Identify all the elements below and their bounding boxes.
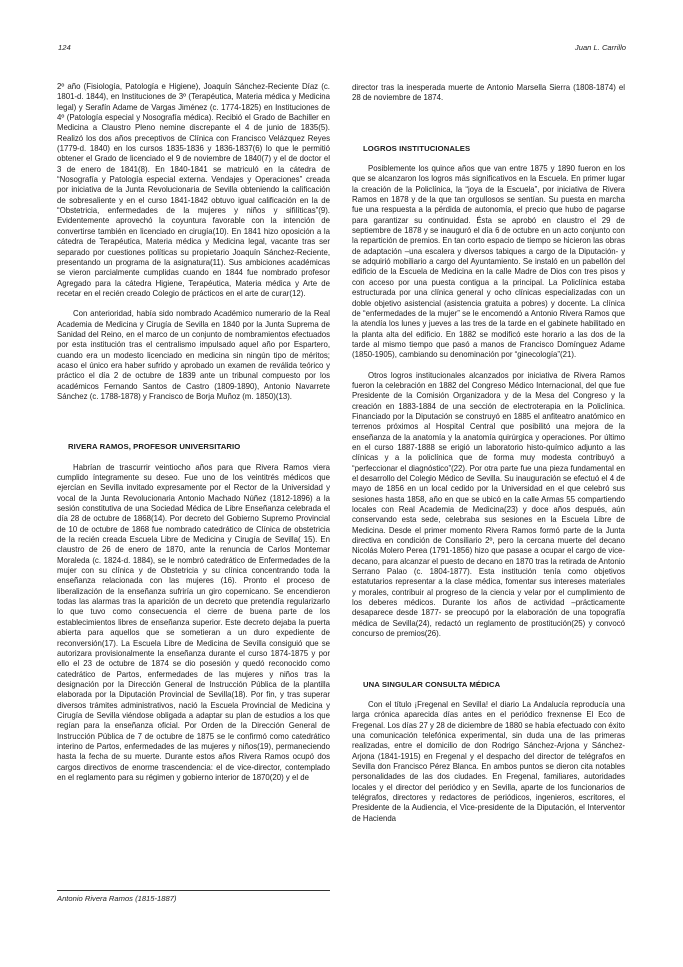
section-title-profesor: RIVERA RAMOS, PROFESOR UNIVERSITARIO xyxy=(68,442,241,452)
left-column xyxy=(57,82,330,783)
figure-caption: Antonio Rivera Ramos (1815-1887) xyxy=(57,894,177,903)
caption-divider xyxy=(57,890,330,891)
paragraph: Con el título ¡Fregenal en Sevilla! el diario La Andalucía reproducía una larga crónica aparecida días antes en el periódico frexnense El Eco de Fregenal. Los días 27 y 28 de diciembre de 1880 se había efectuado con éxito una comunicación telefónica experimental, sin duda una de las primeras realizadas, entre el domicilio de don Rodrigo Sánchez-Arjona y Sánchez-Arjona (1841-1915) en Fregenal y el despacho del director de telégrafos en Sevilla don Francisco Pérez Blanca. En ambos puntos se dieron cita notables personalidades de las dos ciudades. En Fregenal, familiares, autoridades locales y el director del periódico y en Sevilla, aparte de los funcionarios de telégrafos, directores y redactores de periódicos, ingenieros, escritores, el Presidente de la Audiencia, el Vice-presidente de la Diputación, el Interventor de Hacienda xyxy=(352,699,625,823)
paragraph: 2º año (Fisiología, Patología e Higiene), Joaquín Sánchez-Reciente Díaz (c. 1801-d. 1844), en Instituciones de 3º (Terapéutica, Materia médica y Medicina legal) y Serafín Adame de Vargas Jiménez (c. 1774-1825) en Instituciones de 4º (Patología especial y Nosografía médica). Recibió el Grado de Bachiller en Medicina a Claustro Pleno nemine discrepante el 4 de junio de 1835(5). Realizó los dos años preceptivos de Clínica con Francisco Velázquez Reyes (1779-d. 1840) en los cursos 1835-1836 y 1836-1837(6) lo que le permitió obtener el Grado de licenciado el 9 de noviembre de 1840(7) y el de doctor el 3 de enero de 1841(8). En 1840-1841 se matriculó en la cátedra de “Nosografía y Patología especial externa. Vendajes y Operaciones” creada por iniciativa de la Junta Revolucionaria de Sevilla obteniendo la calificación de sobresaliente y en el curso 1841-1842 obtuvo igual calificación en la de “Obstetricia, enfermedades de la mujeres y niños y sifilíticas”(9). Evidentemente aprovechó la coyuntura favorable con la intención de convertirse también en licenciado en cirugía(10). En 1841 hizo oposición a la cátedra de Terapéutica, Materia médica y Medicina legal, vacante tras ser separado por cuestiones políticas su propietario Joaquín Sánchez-Reciente, presentando un programa de la asignatura(11). Sus ambiciones académicas se vieron parcialmente cumplidas cuando en 1844 fue nombrado profesor Agregado para la cátedra Higiene, Terapéutica, Materia médica y Arte de recetar en el recién creado Colegio de prácticos en el arte de curar(12). xyxy=(57,82,330,298)
paragraph: Otros logros institucionales alcanzados por iniciativa de Rivera Ramos fueron la celebración en 1882 del Congreso Médico Internacional, del que fue Presidente de la Comisión Organizadora y de la Mesa del Congreso y la creación en 1883-1884 de una sección de electroterapia en la Policlínica. Financiado por la Diputación se construyó en 1885 el anfiteatro anatómico en terrenos próximos al Hospital Central que posibilitó una mejora de la enseñanza de la anatomía y la anatomía quirúrgica y operaciones. Por último en el curso 1887-1888 se erigió un laboratorio histo-químico adjunto a las clínicas y a la policlínica que de forma muy modesta contribuyó a “perfeccionar el diagnóstico”(22). Por otra parte fue una pieza fundamental en el desarrollo del Colegio Médico de Sevilla. Su inauguración se efectuó el 4 de mayo de 1856 en un local cedido por la Universidad en el que celebró sus sesiones hasta 1858, año en que se ubicó en la calle Armas 55 compartiendo locales con Real Academia de Medicina(23) y doce años después, aún conservando esta sede, celebraba sus sesiones en la Escuela Libre de Medicina. Desde el primer momento Rivera Ramos formó parte de la Junta directiva en condición de Consiliario 2º, pero la cercana muerte del decano Nicolás Molero Perea (1791-1856) hizo que pasase a ocupar el cargo de vice-decano, para alcanzar el puesto de decano en 1870 tras la retirada de Antonio Serrano Palao (c. 1804-1877). Esta institución tenía como objetivos estatutarios representar a la clase médica, fomentar sus intereses materiales y morales, contribuir al progreso de la ciencia y velar por el cumplimiento de los deberes médicos. Durante los años de actividad –prácticamente desaparece desde 1877- se preocupó por la elaboración de una topografía médica de Sevilla(24), redactó un reglamento de prostitución(25) y convocó concurso de premios(26). xyxy=(352,370,625,639)
running-header xyxy=(58,43,626,55)
paragraph: Habrían de trascurrir veintiocho años para que Rivera Ramos viera cumplido íntegramente su deseo. Fue uno de los veintitrés médicos que ejercían en Sevilla invitado expresamente por el Rector de la Universidad y vocal de la Junta Revolucionaria Antonio Machado Núñez (1812-1896) a la sesión constitutiva de una Sociedad Médica de Libre Enseñanza celebrada el día 28 de octubre de 1868(14). Por decreto del Gobierno Supremo Provincial de 10 de octubre de 1868 fue nombrado catedrático de Clínica de obstetricia de la recién creada Escuela Libre de Medicina y Cirugía de Sevilla( 15). En claustro de 26 de enero de 1870, ante la renuncia de Carlos Montemar Moraleda (c. 1824-d. 1884), se le nombró catedrático de Enfermedades de la mujer con su clínica y de Obstetricia y su clínica concentrando toda la enseñanza relacionada con las mujeres (16). Pronto el proceso de liberalización de la enseñanza sufriría un giro copernicano. Se encendieron todas las alarmas tras la aparición de un decreto que pretendía regularizarlo lo que tuvo como consecuencia el cierre de buena parte de los establecimientos libres de enseñanza superior. Este decreto dejaba la puerta abierta para aquellos que se sometieran a un duro expediente de reconversión(17). La Escuela Libre de Medicina de Sevilla consiguió que se autorizara provisionalmente la enseñanza durante el curso 1874-1875 y por ello el 23 de octubre de 1874 se dio posesión y quedó reconocido como catedrático de Partos, enfermedades de las mujeres y niños tras la designación por la Dirección General de Instrucción Pública de la plantilla elaborada por la Diputación Provincial de Sevilla(18). Por fin, y tras superar diversos trámites administrativos, nació la Escuela Provincial de Medicina y Cirugía de Sevilla viéndose obligada a adaptar su plan de estudios a los que regían para la enseñanza oficial. Por Orden de la Dirección General de Instrucción Pública de 7 de octubre de 1875 se le confirmó como catedrático interino de Partos, enfermedades de las mujeres y niños(19), permaneciendo hasta la fecha de su muerte. Durante estos años Rivera Ramos ocupó dos cargos directivos de enorme trascendencia: el de vice-director, contemplado en el reglamento para su régimen y gobierno interior de 1870(20) y el de xyxy=(57,462,330,782)
running-author: Juan L. Carrillo xyxy=(574,43,626,52)
paragraph: Con anterioridad, había sido nombrado Académico numerario de la Real Academia de Medicina y Cirugía de Sevilla en 1840 por la Junta Suprema de Sanidad del Reino, en el marco de un conjunto de nombramientos efectuados por esta institución tras el centralismo impulsado aquel año por Espartero, cuando era un modesto licenciado en medicina sin ningún tipo de méritos; acaso el único era haber sufrido y aprobado un examen de reválida teórico y práctico el día 2 de octubre de 1839 ante un tribunal compuesto por los académicos Fernando Santos de Castro (1809-1890), Antonio Navarrete Sánchez (c. 1788-1878) y Francisco de Borja Muñoz (m. 1850)(13). xyxy=(57,309,330,401)
section-title-consulta: UNA SINGULAR CONSULTA MÉDICA xyxy=(363,679,501,689)
page-number: 124 xyxy=(58,43,71,52)
paragraph: Posiblemente los quince años que van entre 1875 y 1890 fueron en los que se alcanzaron los logros más significativos en la Escuela. En primer lugar la creación de la Policlínica, la “joya de la Escuela”, por iniciativa de Rivera Ramos en 1878 y de la que tan orgullosos se sentían. Su puesta en marcha fue una respuesta a la pérdida de autonomía, el precio que hubo de pagarse para garantizar su continuidad. Ésta se aprobó en claustro el 29 de septiembre de 1878 y se inauguró el día 6 de octubre en un acto conjunto con la repartición de premios. En tan corto espacio de tiempo se hicieron las obras de adaptación –una escalera y diversos tabiques a cargo de la Diputación- y se adquirió mobiliario a cargo del Ayuntamiento. Se instaló en un pabellón del edificio de la Escuela de Medicina en la calle Madre de Dios con tres pisos y con acceso por una puesta contigua a la principal. La Policlínica estaba estructurada por una clínica general y ocho clínicas especializadas con un doble objetivo asistencial (asistencia gratuita a pobres) y docente. La clínica de “enfermedades de la mujer” se le encomendó a Antonio Rivera Ramos que la atendía los lunes y jueves a las tres de la tarde en el gabinete habilitado en la planta alta del edificio. En 1882 se modificó este horario a las dos de la tarde al mismo tiempo que pasó a manos de Francisco Domínguez Adame (1850-1905), cambiando su denominación por “ginecología”(21). xyxy=(352,164,625,360)
section-title-logros: LOGROS INSTITUCIONALES xyxy=(363,143,471,153)
paragraph: director tras la inesperada muerte de Antonio Marsella Sierra (1808-1874) el 28 de noviembre de 1874. xyxy=(352,83,625,103)
right-column xyxy=(352,83,625,824)
